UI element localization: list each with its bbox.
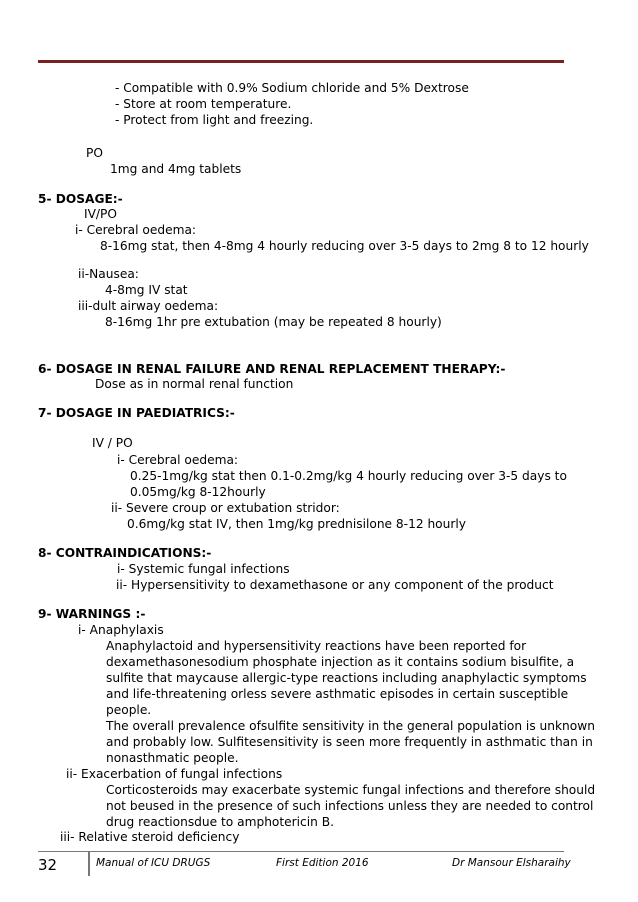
text-line: 8-16mg stat, then 4-8mg 4 hourly reducing over 3-5 days to 2mg 8 to 12 hourly (100, 239, 589, 253)
section-heading: 5- DOSAGE:- (38, 192, 123, 206)
text-line: dexamethasonesodium phosphate injection as it contains sodium bisulfite, a (106, 655, 575, 669)
text-line: 0.05mg/kg 8-12hourly (130, 485, 266, 499)
text-line: IV/PO (84, 207, 117, 221)
text-line: - Store at room temperature. (115, 97, 292, 111)
text-line: 1mg and 4mg tablets (110, 162, 242, 176)
footer-rule (38, 851, 564, 852)
text-line: 8-16mg 1hr pre extubation (may be repeated 8 hourly) (105, 315, 442, 329)
footer-divider (88, 852, 90, 876)
text-line: 0.25-1mg/kg stat then 0.1-0.2mg/kg 4 hourly reducing over 3-5 days to (130, 469, 567, 483)
text-line: ii- Severe croup or extubation stridor: (111, 501, 340, 515)
text-line: and life-threatening orless severe asthmatic episodes in certain susceptible (106, 687, 569, 701)
text-line: IV / PO (92, 436, 133, 450)
section-heading: 8- CONTRAINDICATIONS:- (38, 546, 212, 560)
text-line: iii- Relative steroid deficiency (60, 830, 240, 844)
text-line: - Protect from light and freezing. (115, 113, 314, 127)
text-line: and probably low. Sulfitesensitivity is seen more frequently in asthmatic than in (106, 735, 593, 749)
header-rule (38, 60, 564, 63)
text-line: iii-dult airway oedema: (78, 299, 219, 313)
text-line: Anaphylactoid and hypersensitivity reactions have been reported for (106, 639, 527, 653)
text-line: drug reactionsdue to amphotericin B. (106, 815, 334, 829)
text-line: i- Anaphylaxis (78, 623, 164, 637)
footer-edition: First Edition 2016 (276, 857, 369, 869)
footer-manual-title: Manual of ICU DRUGS (96, 857, 211, 869)
text-line: 0.6mg/kg stat IV, then 1mg/kg prednisilone 8-12 hourly (127, 517, 466, 531)
text-line: Corticosteroids may exacerbate systemic fungal infections and therefore should (106, 783, 596, 797)
text-line: The overall prevalence ofsulfite sensitivity in the general population is unknown (106, 719, 595, 733)
text-line: ii- Exacerbation of fungal infections (66, 767, 283, 781)
text-line: - Compatible with 0.9% Sodium chloride and 5% Dextrose (115, 81, 469, 95)
page-number: 32 (38, 856, 58, 874)
text-line: i- Systemic fungal infections (117, 562, 290, 576)
text-line: sulfite that maycause allergic-type reactions including anaphylactic symptoms (106, 671, 587, 685)
text-line: people. (106, 703, 152, 717)
section-heading: 6- DOSAGE IN RENAL FAILURE AND RENAL REPLACEMENT THERAPY:- (38, 362, 506, 376)
text-line: i- Cerebral oedema: (75, 223, 197, 237)
text-line: Dose as in normal renal function (95, 377, 294, 391)
section-heading: 7- DOSAGE IN PAEDIATRICS:- (38, 406, 235, 420)
text-line: 4-8mg IV stat (105, 283, 188, 297)
text-line: i- Cerebral oedema: (117, 453, 239, 467)
text-line: ii- Hypersensitivity to dexamethasone or any component of the product (116, 578, 554, 592)
section-heading: 9- WARNINGS :- (38, 607, 146, 621)
text-line: nonasthmatic people. (106, 751, 239, 765)
text-line: ii-Nausea: (78, 267, 139, 281)
text-line: PO (86, 146, 103, 160)
footer-author: Dr Mansour Elsharaihy (452, 857, 571, 869)
text-line: not beused in the presence of such infections unless they are needed to control (106, 799, 594, 813)
